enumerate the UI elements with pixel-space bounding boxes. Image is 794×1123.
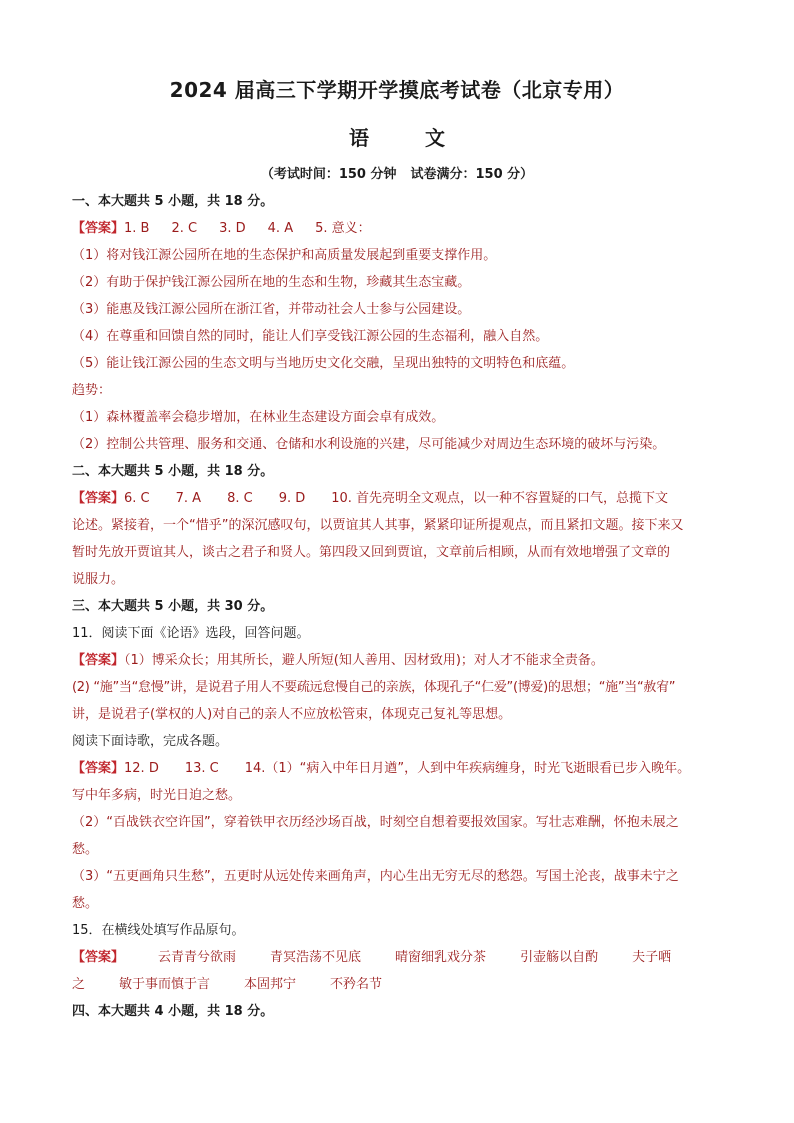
answer-tag: 【答案】 <box>72 491 125 506</box>
q15-answer-item: 之 <box>72 977 86 992</box>
answer-item: 5. 意义： <box>315 221 371 236</box>
meaning-item: （4）在尊重和回馈自然的同时，能让人们享受钱江源公园的生态福利，融入自然。 <box>72 329 549 344</box>
q15-prompt: 15．在横线处填写作品原句。 <box>72 923 245 938</box>
q14-answer-line: 愁。 <box>72 896 99 911</box>
q15-answer-item: 晴窗细乳戏分茶 <box>395 950 487 965</box>
meaning-item: （1）将对钱江源公园所在地的生态保护和高质量发展起到重要支撑作用。 <box>72 248 497 263</box>
q15-answer-item: 敏于事而慎于言 <box>119 977 211 992</box>
q14-answer-line: （2）“百战铁衣空许国”，穿着铁甲衣历经沙场百战，时刻空自想着要报效国家。写壮志难酬，怀抱未展之 <box>72 815 679 830</box>
q11-answer-2: (2) “施”当“怠慢”讲，是说君子用人不要疏远怠慢自己的亲族，体现孔子“仁爱”(博爱)的思想；“施”当“赦宥” <box>72 680 676 695</box>
section-3-heading: 三、本大题共 5 小题，共 30 分。 <box>72 599 274 614</box>
q10-answer-line: 论述。紧接着，一个“惜乎”的深沉感叹句，以贾谊其人其事，紧紧印证所提观点，而且紧扣文题。接下来又 <box>72 518 684 533</box>
q15-answer-item: 不矜名节 <box>330 977 383 992</box>
q11-answer-text: （1）博采众长；用其所长，避人所短(知人善用、因材致用)；对人才不能求全责备。 <box>124 653 604 668</box>
answer-content <box>72 188 724 1025</box>
exam-time: （考试时间：150 分钟 <box>260 167 397 182</box>
q15-answer-item: 引壶觞以自酌 <box>520 950 599 965</box>
q14-answer-line: （3）“五更画角只生愁”，五更时从远处传来画角声，内心生出无穷无尽的愁怨。写国土沦丧，战事未宁之 <box>72 869 679 884</box>
q11-prompt: 11．阅读下面《论语》选段，回答问题。 <box>72 626 310 641</box>
exam-info <box>0 163 794 182</box>
section-1-answers <box>72 215 724 242</box>
q15-answers-line-1 <box>72 944 724 971</box>
q15-answer-item: 云青青兮欲雨 <box>158 950 237 965</box>
q15-answer-item: 青冥浩荡不见底 <box>270 950 362 965</box>
meaning-item: （5）能让钱江源公园的生态文明与当地历史文化交融，呈现出独特的文明特色和底蕴。 <box>72 356 575 371</box>
q14-answer-line: 写中年多病，时光日迫之愁。 <box>72 788 242 803</box>
subject-title <box>0 122 794 151</box>
q10-answer-line: 暂时先放开贾谊其人，谈古之君子和贤人。第四段又回到贾谊，文章前后相顾，从而有效地增强了文章的 <box>72 545 671 560</box>
section-2-answers <box>72 485 724 512</box>
q14-answer-line: 愁。 <box>72 842 99 857</box>
answer-item: 3. D <box>219 221 246 236</box>
answer-item: 12. D <box>124 761 159 776</box>
answer-item: 9. D <box>278 491 306 506</box>
answer-tag: 【答案】 <box>72 221 125 236</box>
answer-item: 4. A <box>267 221 294 236</box>
page-title: 2024 届高三下学期开学摸底考试卷（北京专用） <box>169 78 625 102</box>
answer-tag: 【答案】 <box>72 761 125 776</box>
section-2-heading: 二、本大题共 5 小题，共 18 分。 <box>72 464 274 479</box>
exam-score: 试卷满分：150 分） <box>410 167 534 182</box>
q15-answer-item: 夫子哂 <box>632 950 672 965</box>
section-4-heading: 四、本大题共 4 小题，共 18 分。 <box>72 1004 274 1019</box>
q14-answer-line: 14.（1）“病入中年日月遒”，人到中年疾病缠身，时光飞逝眼看已步入晚年。 <box>244 761 691 776</box>
section-1-heading: 一、本大题共 5 小题，共 18 分。 <box>72 194 274 209</box>
poem-answers <box>72 755 724 782</box>
meaning-item: （2）有助于保护钱江源公园所在地的生态和生物，珍藏其生态宝藏。 <box>72 275 471 290</box>
answer-item: 7. A <box>175 491 202 506</box>
trend-item: （2）控制公共管理、服务和交通、仓储和水利设施的兴建，尽可能减少对周边生态环境的破坏与污染。 <box>72 437 666 452</box>
q11-answer-1 <box>72 647 724 674</box>
answer-item: 2. C <box>171 221 198 236</box>
answer-item: 8. C <box>227 491 253 506</box>
trend-label: 趋势： <box>72 383 112 398</box>
poem-prompt: 阅读下面诗歌，完成各题。 <box>72 734 229 749</box>
q15-answer-item: 本固邦宁 <box>244 977 297 992</box>
answer-tag: 【答案】 <box>72 950 125 965</box>
meaning-item: （3）能惠及钱江源公园所在浙江省，并带动社会人士参与公园建设。 <box>72 302 471 317</box>
answer-item: 1. B <box>124 221 150 236</box>
q10-answer-line: 10. 首先亮明全文观点，以一种不容置疑的口气，总揽下文 <box>331 491 669 506</box>
q10-answer-line: 说服力。 <box>72 572 125 587</box>
subject-char-1: 语 <box>349 126 369 150</box>
answer-tag: 【答案】 <box>72 653 125 668</box>
answer-item: 13. C <box>184 761 219 776</box>
subject-char-2: 文 <box>425 126 445 150</box>
q15-answers-line-2 <box>72 971 724 998</box>
trend-item: （1）森林覆盖率会稳步增加，在林业生态建设方面会卓有成效。 <box>72 410 445 425</box>
q11-answer-2: 讲，是说君子(掌权的人)对自己的亲人不应放松管束，体现克己复礼等思想。 <box>72 707 512 722</box>
answer-item: 6. C <box>124 491 150 506</box>
